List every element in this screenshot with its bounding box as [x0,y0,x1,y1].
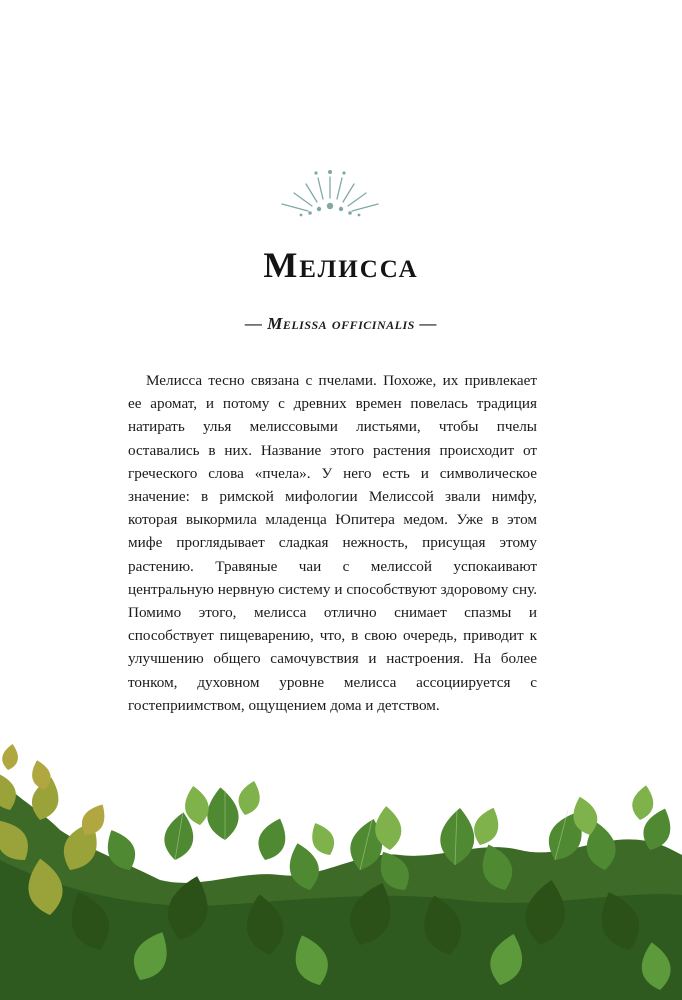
sunburst-ornament-icon [272,168,388,218]
body-paragraph: Мелисса тесно связана с пчелами. Похоже, их привлекает ее аромат, и потому с древних времен повелась традиция натирать улья мелиссовыми листьями, чтобы пчелы оставались в них. Название этого растения происходит от греческого слова «пчела». У него есть и символическое значение: в римской мифологии Мелиссой звали нимфу, которая выкормила младенца Юпитера медом. Уже в этом мифе проглядывает сладкая нежность, присущая этому растению. Травяные чаи с мелиссой успокаивают центральную нервную систему и способствуют здоровому сну. Помимо этого, мелисса отлично снимает спазмы и способствует пищеварению, что, в свою очередь, приводит к улучшению общего самочувствия и настроения. На более тонком, духовном уровне мелисса ассоциируется с гостеприимством, ощущением дома и детством. [128,372,537,714]
latin-name: — Melissa officinalis — [244,314,438,333]
page-title: Мелисса [263,245,419,285]
melissa-leaves-illustration [0,740,682,1000]
